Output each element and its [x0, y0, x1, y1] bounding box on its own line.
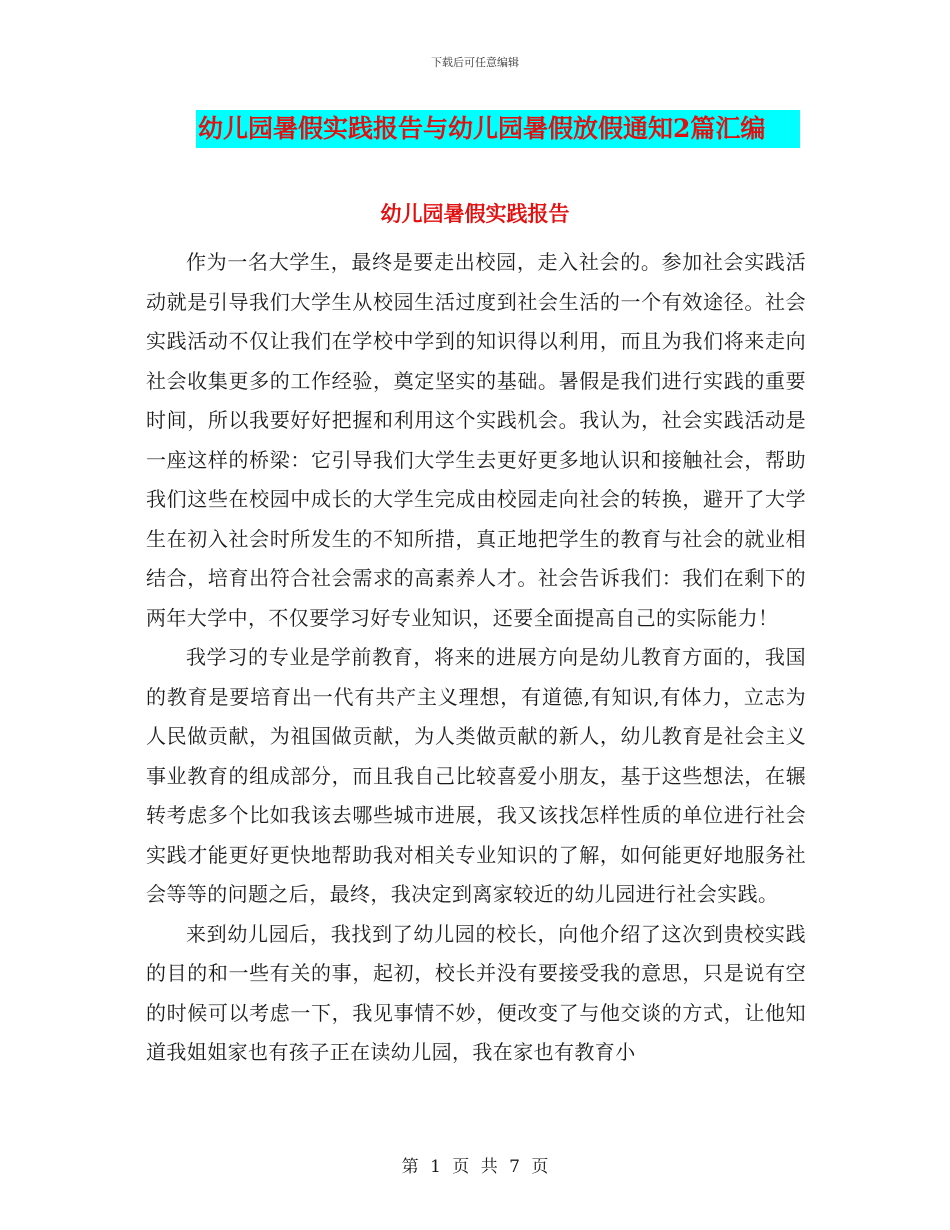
document-body — [146, 243, 806, 1073]
page-footer: 第 1 页 共 7 页 — [401, 1157, 549, 1177]
section-title: 幼儿园暑假实践报告 — [380, 201, 570, 226]
main-title-highlight — [196, 110, 800, 148]
paragraph-1: 作为一名大学生，最终是要走出校园，走入社会的。参加社会实践活动就是引导我们大学生从校园生活过度到社会生活的一个有效途径。社会实践活动不仅让我们在学校中学到的知识得以利用，而且为我们将来走向社会收集更多的工作经验，奠定坚实的基础。暑假是我们进行实践的重要时间，所以我要好好把握和利用这个实践机会。我认为，社会实践活动是一座这样的桥梁：它引导我们大学生去更好更多地认识和接触社会，帮助我们这些在校园中成长的大学生完成由校园走向社会的转换，避开了大学生在初入社会时所发生的不知所措，真正地把学生的教育与社会的就业相结合，培育出符合社会需求的高素养人才。社会告诉我们：我们在剩下的两年大学中，不仅要学习好专业知识，还要全面提高自己的实际能力！ — [146, 250, 806, 630]
page-header-note: 下载后可任意编辑 — [431, 56, 519, 69]
paragraph-2: 我学习的专业是学前教育，将来的进展方向是幼儿教育方面的，我国的教育是要培育出一代有共产主义理想，有道德,有知识,有体力，立志为人民做贡献，为祖国做贡献，为人类做贡献的新人，幼儿教育是社会主义事业教育的组成部分，而且我自己比较喜爱小朋友，基于这些想法，在辗转考虑多个比如我该去哪些城市进展，我又该找怎样性质的单位进行社会实践才能更好更快地帮助我对相关专业知识的了解，如何能更好地服务社会等等的问题之后，最终，我决定到离家较近的幼儿园进行社会实践。 — [146, 645, 806, 906]
paragraph-3: 来到幼儿园后，我找到了幼儿园的校长，向他介绍了这次到贵校实践的目的和一些有关的事，起初，校长并没有要接受我的意思，只是说有空的时候可以考虑一下，我见事情不妙，便改变了与他交谈的方式，让他知道我姐姐家也有孩子正在读幼儿园，我在家也有教育小 — [146, 921, 806, 1064]
document-title: 幼儿园暑假实践报告与幼儿园暑假放假通知2篇汇编 — [198, 114, 766, 143]
